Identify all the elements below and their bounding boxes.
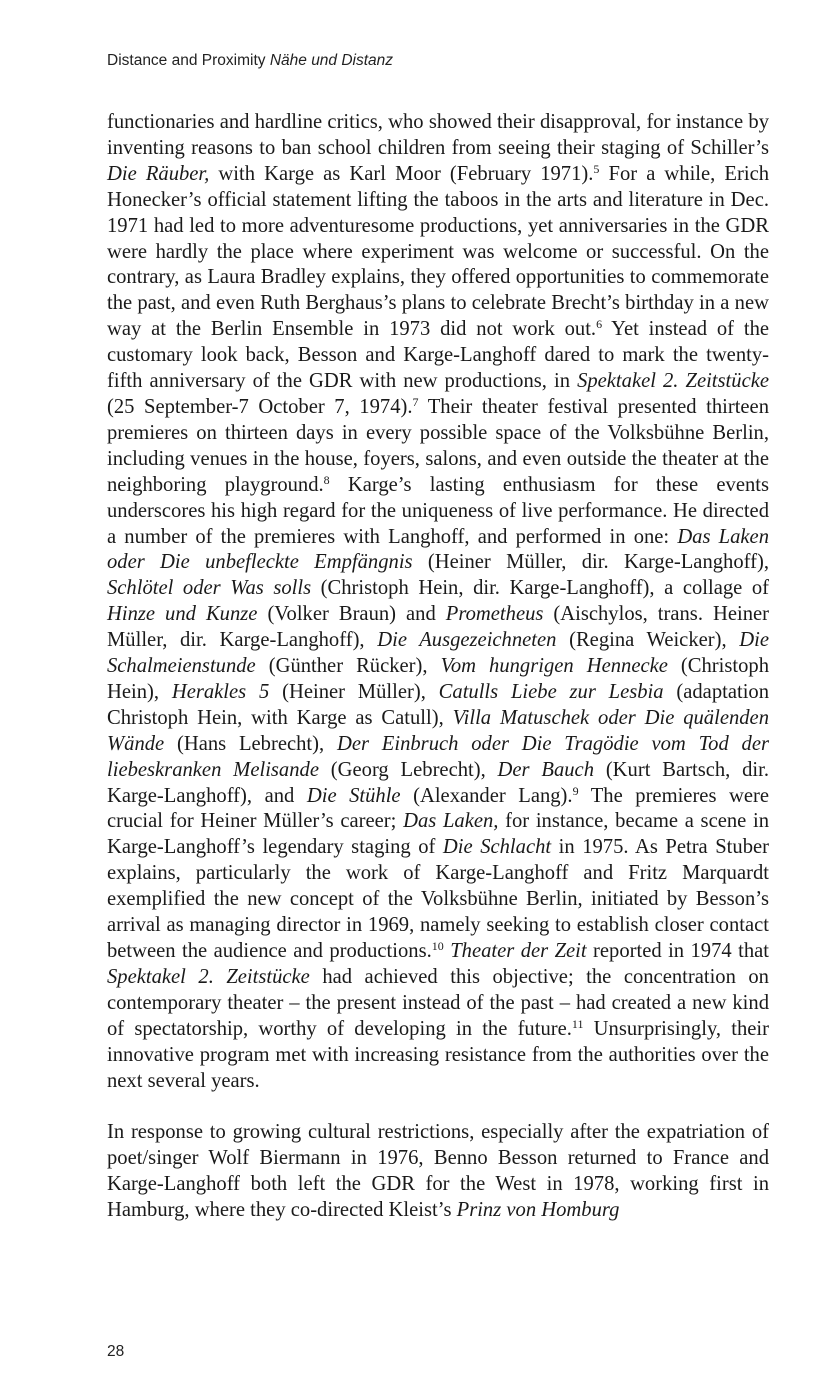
- text-run: In response to growing cultural restrictions, especially after the expatriation of poet/singer Wolf Biermann in 1976, Benno Besson returned to France and Karge-Langhoff both left the GDR for the West in 1978, working first in Hamburg, where they co-directed Kleist’s: [107, 1121, 769, 1222]
- text-run: (Heiner Müller, dir. Karge-Langhoff),: [412, 551, 769, 574]
- text-run: (Christoph Hein),: [107, 655, 770, 703]
- italic-title: Spektakel 2. Zeitstücke: [577, 370, 769, 393]
- running-head-title-en: Distance and Proximity: [107, 52, 266, 69]
- text-run: (Christoph Hein, dir. Karge-Langhoff), a collage of: [311, 577, 769, 600]
- text-run: for instance, became a scene in Karge-Langhoff’s legendary staging of: [107, 810, 769, 859]
- italic-title: Catulls Liebe zur Lesbia: [438, 680, 664, 703]
- text-run: Karge’s lasting enthusiasm for these events underscores his high regard for the uniqueness of live performance. He directed a number of the premieres with Langhoff, and performed in one:: [107, 473, 770, 548]
- italic-title: Der Bauch: [497, 758, 594, 781]
- text-run: (25 September-7 October 7, 1974).: [107, 395, 413, 418]
- footnote-ref[interactable]: 11: [571, 1016, 584, 1031]
- running-head-title-de: Nähe und Distanz: [269, 52, 394, 69]
- text-run: in 1975. As Petra Stuber explains, particularly the work of Karge-Langhoff and Fritz Marquardt exemplified the new concept of the Volksbühne Berlin, initiated by Besson’s arrival as managing director in 1969, namely seeking to establish closer contact between the audience and productions.: [107, 836, 769, 962]
- italic-title: Vom hungrigen Hennecke: [440, 655, 668, 678]
- italic-title: Villa Matuschek oder Die quälenden Wände: [107, 706, 769, 755]
- text-run: with Karge as Karl Moor (February 1971).: [209, 162, 594, 185]
- footnote-ref[interactable]: 9: [572, 783, 579, 798]
- footnote-ref[interactable]: 8: [323, 472, 330, 487]
- footnote-ref[interactable]: 7: [412, 394, 419, 409]
- italic-title: Die Räuber,: [107, 162, 210, 185]
- italic-title: Schlötel oder Was solls: [107, 577, 312, 600]
- italic-title: Prinz von Homburg: [456, 1199, 620, 1222]
- page-number: 28: [107, 1343, 125, 1360]
- text-run: functionaries and hardline critics, who showed their disapproval, for instance by inventing reasons to ban school children from seeing their staging of Schiller’s: [107, 111, 769, 159]
- paragraph-1: [107, 110, 769, 1094]
- italic-title: Prometheus: [445, 603, 544, 626]
- italic-title: Hinze und Kunze: [107, 603, 258, 626]
- footnote-ref[interactable]: 5: [593, 161, 600, 176]
- text-run: (Regina Weicker),: [556, 629, 740, 652]
- text-run: (adaptation Christoph Hein, with Karge as Catull),: [107, 680, 770, 729]
- text-run: (Kurt Bartsch, dir. Karge-Langhoff), and: [107, 758, 769, 807]
- text-run: The premieres were crucial for Heiner Müller’s career;: [107, 784, 769, 833]
- text-run: had achieved this objective; the concentration on contemporary theater – the present instead of the past – had created a new kind of spectatorship, worthy of developing in the future.: [107, 965, 769, 1040]
- italic-title: Das Laken oder Die unbefleckte Empfängnis: [107, 525, 769, 574]
- text-run: (Günther Rücker),: [255, 655, 441, 678]
- text-run: Yet instead of the customary look back, Besson and Karge-Langhoff dared to mark the twenty-fifth anniversary of the GDR with new productions, in: [107, 318, 770, 393]
- text-run: reported in 1974 that: [586, 940, 770, 962]
- text-run: (Heiner Müller),: [269, 680, 439, 703]
- paragraph-2: [107, 1120, 769, 1224]
- text-run: (Hans Lebrecht),: [164, 732, 337, 755]
- italic-title: Die Stühle: [306, 784, 401, 807]
- italic-title: Die Schlacht: [442, 836, 552, 859]
- italic-title: Die Schalmeienstunde: [107, 629, 769, 678]
- text-run: (Aischylos, trans. Heiner Müller, dir. Karge-Langhoff),: [107, 603, 769, 652]
- text-run: Their theater festival presented thirteen premieres on thirteen days in every possible space of the Volksbühne Berlin, including venues in the house, foyers, salons, and even outside the theater at the neighboring playground.: [107, 395, 769, 496]
- text-run: Unsurprisingly, their innovative program met with increasing resistance from the authorities over the next several years.: [107, 1017, 769, 1092]
- body-text: [107, 110, 769, 1224]
- italic-title: Die Ausgezeichneten: [377, 629, 557, 652]
- italic-title: Der Einbruch oder Die Tragödie vom Tod der liebeskranken Melisande: [107, 732, 769, 781]
- text-run: (Volker Braun) and: [257, 603, 446, 626]
- text-run: For a while, Erich Honecker’s official statement lifting the taboos in the arts and literature in Dec. 1971 had led to more adventuresome productions, yet anniversaries in the GDR were hardly the place where experiment was welcome or successful. On the contrary, as Laura Bradley explains, they offered opportunities to commemorate the past, and even Ruth Berghaus’s plans to celebrate Brecht’s birthday in a new way at the Berlin Ensemble in 1973 did not work out.: [107, 162, 770, 341]
- running-head: [107, 52, 393, 70]
- italic-title: Spektakel 2. Zeitstücke: [107, 965, 310, 988]
- italic-title: Theater der Zeit: [450, 940, 587, 962]
- footnote-ref[interactable]: 10: [431, 939, 444, 953]
- italic-title: Das Laken,: [403, 810, 499, 833]
- text-run: (Georg Lebrecht),: [318, 758, 498, 781]
- italic-title: Herakles 5: [171, 680, 270, 703]
- text-run: (Alexander Lang).: [400, 784, 573, 807]
- footnote-ref[interactable]: 6: [596, 317, 603, 332]
